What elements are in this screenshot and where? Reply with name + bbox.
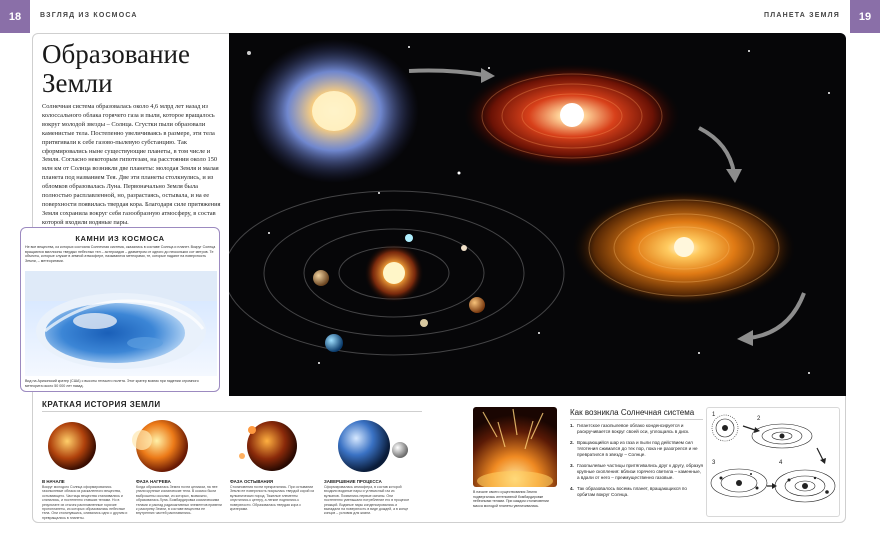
- stones-from-space-box: [20, 227, 220, 392]
- stage-4-label: ЗАВЕРШЕНИЕ ПРОЦЕССА: [324, 479, 382, 484]
- crater-photo: [25, 271, 217, 376]
- diagram-label-4: 4: [779, 460, 783, 466]
- solar-system-illustration: [229, 33, 846, 396]
- crater-caption: Вид на Аризонский кратер (США) с высоты птичьего полета. Этот кратер возник при падении огромного метеорита около 50 000 лет назад.: [25, 379, 199, 388]
- history-divider: [42, 411, 422, 412]
- bombardment-image: [473, 407, 557, 487]
- history-title: КРАТКАЯ ИСТОРИЯ ЗЕМЛИ: [42, 400, 161, 409]
- history-images: [42, 416, 412, 474]
- step-2: 2. Вращающийся шар из газа и пыли под действием сил тяготения сжимался до тех пор, пока не разогрелся и не превратился в звезду – Солнце.: [570, 440, 698, 457]
- stage-2-label: ФАЗА НАГРЕВА: [136, 479, 171, 484]
- box-text: Не все вещества, из которых состояла Солнечная система, оказались в составе Солнца и планет. Вокруг Солнца вращаются миллионы твердых небесных тел – астероидов – диаметром от одного до нескольких сот метров. Те объекты, которые служат в земной атмосфере, называются метеорами, те, которые падают на поверхность Земли, – метеоритами.: [25, 245, 216, 264]
- stage-1-text: Вокруг молодого Солнца сформировались газопылевые облака из раскаленного вещества, остывающего. Частицы вещества сталкивались и слипались, и постепенно ставших телами. Но в результате их стычек расплавленные горячие протопланеты, из которых образовались небесные тела. Они столкнувшись, сливались одно с другим и превращались в планеты.: [42, 485, 128, 520]
- formation-diagram: [706, 407, 840, 517]
- running-head-left: ВЗГЛЯД ИЗ КОСМОСА: [40, 12, 138, 19]
- history-stages: [42, 414, 422, 520]
- stage-1-label: В НАЧАЛЕ: [42, 479, 65, 484]
- title-line-1: Образование: [42, 39, 190, 69]
- solar-system-steps-title: Как возникла Солнечная система: [570, 408, 695, 417]
- solar-system-steps: [570, 423, 703, 503]
- bombardment-caption: В начале своего существования Земля подвергалась интенсивной бомбардировке небесными телами. При каждом столкновении масса молодой планеты увеличивалась.: [473, 490, 549, 508]
- diagram-label-3: 3: [712, 460, 716, 466]
- box-title: КАМНИ ИЗ КОСМОСА: [75, 234, 165, 243]
- step-4: 4. Так образовалось восемь планет, вращающихся по орбитам вокруг Солнца.: [570, 486, 687, 497]
- intro-paragraph: Солнечная система образовалась около 4,6 млрд лет назад из колоссального облака горячего газа и пыли, которое вращалось вокруг молодой звезды – Солнца. Сгустки пыли образовали каменистые тела. Постепенно увеличиваясь в размере, эти тела притягивали к себе газово-пылевую субстанцию. Так сформировались ныне существующие планеты, в том числе и Земля. Согласно некоторым гипотезам, на расстоянии около 150 млн км от Солнца возникли две планеты: молодая Земля и малая планета под названием Тея. Две эти планеты столкнулись, и из обломков образовалась Луна. Первоначально Земля была полностью расплавленной, но, разрастаясь, остывала, и на ее поверхности появилась твердая кора. Благодаря силе притяжения Земля сохранила вокруг себя газообразную атмосферу, в состав которой входили водяные пары.: [42, 103, 221, 226]
- page-number-right: 19: [850, 0, 880, 33]
- stage-2-text: Когда образовалась Земля почти целиком, на нее упали крупные космические тела. В космос были выброшены осколки, из которых, возможно, образовалась Луна. Бомбардировка космическими телами и распад радиоактивных элементов привели к разогреву Земли, в составе вещества ее внутренних частей расплавились.: [136, 485, 222, 516]
- stage-4-text: Сформировалась атмосфера, в состав которой входили водяные пары и углекислый газ из вулканов. Появились первые океаны. Они постепенно уменьшали потребление его в процессе реакций. Водяные пары конденсировались и выпадали на поверхность в виде дождей, а в конце концов – условия для жизни.: [324, 485, 410, 516]
- diagram-label-1: 1: [712, 412, 716, 418]
- page-title: [42, 40, 222, 98]
- diagram-label-2: 2: [757, 416, 761, 422]
- stage-3-label: ФАЗА ОСТЫВАНИЯ: [230, 479, 274, 484]
- running-head-right: ПЛАНЕТА ЗЕМЛЯ: [764, 12, 840, 19]
- step-3: 3. Газопылевые частицы притягивались друг к другу, образуя крупные скопления: вблизи горячего светила – каменные, а вдали от него – преимущественно газовые.: [570, 463, 703, 480]
- step-1: 1. Гигантское газопылевое облако конденсируется и раскручивается вокруг своей оси, уплощаясь в диск.: [570, 423, 690, 434]
- page-number-left: 18: [0, 0, 30, 33]
- title-line-2: Земли: [42, 68, 113, 98]
- stage-3-text: Столкновения почти прекратились. При остывании Земли ее поверхность покрылась твердой корой из вулканических пород. Тяжелые элементы опустились к центру, а легкие поднялись к поверхности. Образовалась твердая кора с кратерами.: [230, 485, 315, 512]
- steps-divider: [570, 419, 703, 420]
